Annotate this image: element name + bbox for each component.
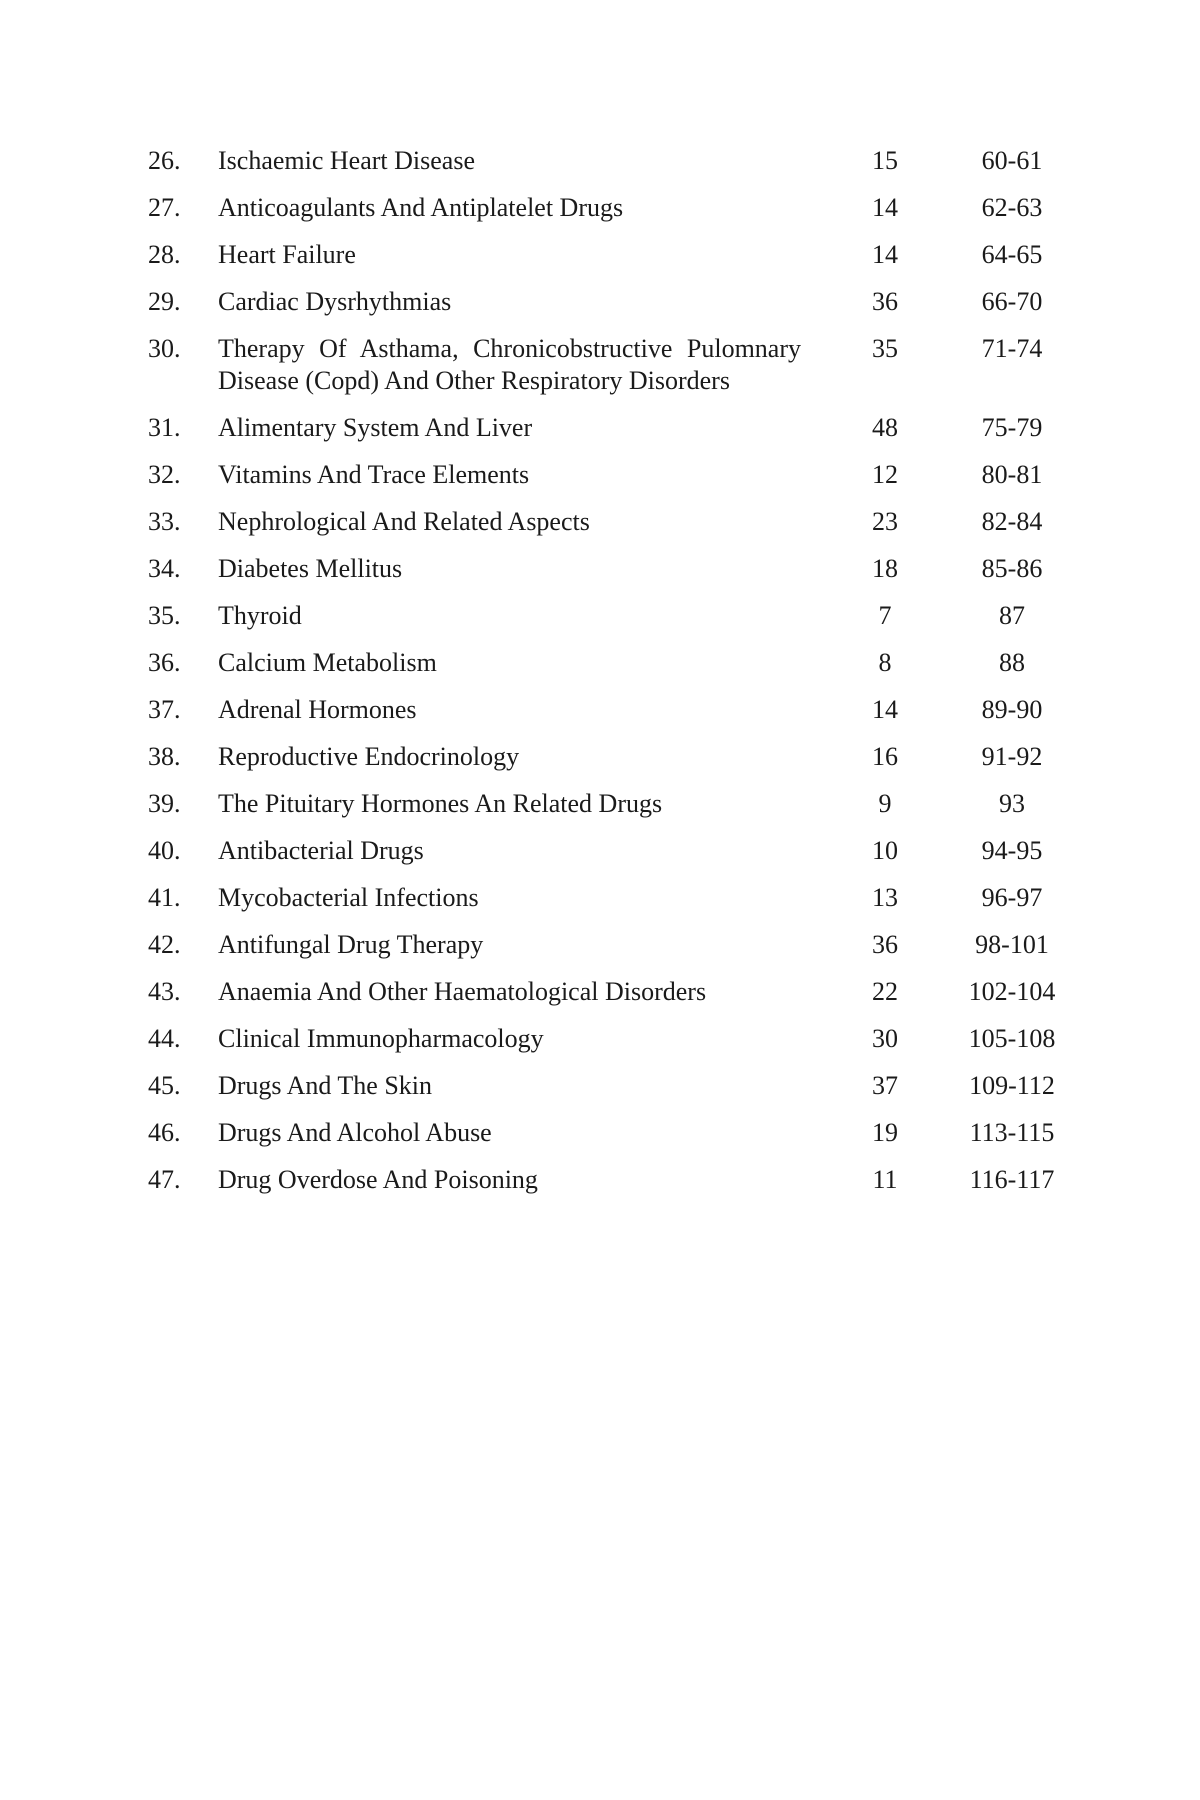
- toc-row: [148, 600, 1108, 632]
- chapter-number: 26.: [148, 146, 181, 175]
- toc-row: [148, 506, 1108, 538]
- chapter-pages: 93: [999, 789, 1025, 818]
- chapter-count: 10: [872, 836, 898, 865]
- chapter-number: 35.: [148, 601, 181, 630]
- chapter-count: 15: [872, 146, 898, 175]
- chapter-count: 14: [872, 695, 898, 724]
- chapter-pages: 64-65: [981, 240, 1043, 269]
- chapter-count: 12: [872, 460, 898, 489]
- table-of-contents: [148, 145, 1108, 1211]
- chapter-pages: 66-70: [981, 287, 1043, 316]
- chapter-count: 19: [872, 1118, 898, 1147]
- chapter-count: 14: [872, 240, 898, 269]
- toc-row: [148, 1023, 1108, 1055]
- chapter-title: Adrenal Hormones: [218, 695, 417, 724]
- chapter-count: 36: [872, 930, 898, 959]
- chapter-pages: 85-86: [981, 554, 1043, 583]
- chapter-number: 38.: [148, 742, 181, 771]
- chapter-pages: 82-84: [981, 507, 1043, 536]
- chapter-title: The Pituitary Hormones An Related Drugs: [218, 789, 663, 818]
- toc-row: [148, 192, 1108, 224]
- chapter-number: 44.: [148, 1024, 181, 1053]
- chapter-count: 23: [872, 507, 898, 536]
- chapter-number: 43.: [148, 977, 181, 1006]
- chapter-title: Diabetes Mellitus: [218, 554, 403, 583]
- chapter-number: 32.: [148, 460, 181, 489]
- chapter-number: 41.: [148, 883, 181, 912]
- toc-row: [148, 333, 1108, 397]
- chapter-number: 36.: [148, 648, 181, 677]
- chapter-number: 47.: [148, 1165, 181, 1194]
- chapter-count: 11: [872, 1165, 898, 1194]
- chapter-title: Antibacterial Drugs: [218, 836, 424, 865]
- chapter-pages: 96-97: [981, 883, 1043, 912]
- chapter-title: Thyroid: [218, 601, 302, 630]
- chapter-pages: 60-61: [981, 146, 1043, 175]
- chapter-count: 7: [878, 601, 892, 630]
- chapter-title: Reproductive Endocrinology: [218, 742, 520, 771]
- chapter-count: 30: [872, 1024, 898, 1053]
- toc-row: [148, 835, 1108, 867]
- chapter-title: Alimentary System And Liver: [218, 413, 533, 442]
- chapter-title: Anaemia And Other Haematological Disorders: [218, 977, 707, 1006]
- chapter-number: 40.: [148, 836, 181, 865]
- chapter-count: 14: [872, 193, 898, 222]
- chapter-count: 16: [872, 742, 898, 771]
- chapter-pages: 113-115: [969, 1118, 1055, 1147]
- chapter-number: 46.: [148, 1118, 181, 1147]
- chapter-title: Anticoagulants And Antiplatelet Drugs: [218, 193, 624, 222]
- chapter-number: 37.: [148, 695, 181, 724]
- chapter-count: 13: [872, 883, 898, 912]
- chapter-number: 28.: [148, 240, 181, 269]
- chapter-count: 8: [878, 648, 892, 677]
- toc-row: [148, 788, 1108, 820]
- toc-row: [148, 1164, 1108, 1196]
- toc-row: [148, 553, 1108, 585]
- toc-row: [148, 694, 1108, 726]
- chapter-number: 45.: [148, 1071, 181, 1100]
- toc-row: [148, 145, 1108, 177]
- chapter-title: Therapy Of Asthama, Chronicobstructive Pulomnary Disease (Copd) And Other Respiratory Disorders: [218, 334, 801, 395]
- chapter-pages: 71-74: [981, 334, 1043, 363]
- chapter-count: 9: [878, 789, 892, 818]
- chapter-pages: 88: [999, 648, 1025, 677]
- chapter-pages: 116-117: [969, 1165, 1055, 1194]
- chapter-pages: 109-112: [969, 1071, 1055, 1100]
- chapter-pages: 89-90: [981, 695, 1043, 724]
- chapter-title: Nephrological And Related Aspects: [218, 507, 590, 536]
- chapter-title: Drugs And The Skin: [218, 1071, 433, 1100]
- chapter-number: 30.: [148, 334, 181, 363]
- chapter-pages: 102-104: [968, 977, 1056, 1006]
- chapter-number: 29.: [148, 287, 181, 316]
- chapter-title: Heart Failure: [218, 240, 356, 269]
- chapter-number: 39.: [148, 789, 181, 818]
- chapter-title: Drugs And Alcohol Abuse: [218, 1118, 492, 1147]
- chapter-count: 37: [872, 1071, 898, 1100]
- chapter-number: 42.: [148, 930, 181, 959]
- chapter-title: Clinical Immunopharmacology: [218, 1024, 544, 1053]
- chapter-title: Cardiac Dysrhythmias: [218, 287, 452, 316]
- chapter-pages: 62-63: [981, 193, 1043, 222]
- chapter-title: Vitamins And Trace Elements: [218, 460, 530, 489]
- toc-row: [148, 741, 1108, 773]
- chapter-pages: 75-79: [981, 413, 1043, 442]
- chapter-title: Ischaemic Heart Disease: [218, 146, 475, 175]
- toc-row: [148, 647, 1108, 679]
- chapter-count: 48: [872, 413, 898, 442]
- chapter-number: 27.: [148, 193, 181, 222]
- chapter-number: 31.: [148, 413, 181, 442]
- chapter-title: Drug Overdose And Poisoning: [218, 1165, 538, 1194]
- toc-row: [148, 1070, 1108, 1102]
- toc-row: [148, 239, 1108, 271]
- toc-row: [148, 459, 1108, 491]
- chapter-pages: 105-108: [968, 1024, 1056, 1053]
- chapter-pages: 91-92: [981, 742, 1043, 771]
- chapter-number: 33.: [148, 507, 181, 536]
- chapter-pages: 80-81: [981, 460, 1043, 489]
- chapter-pages: 87: [999, 601, 1025, 630]
- chapter-count: 36: [872, 287, 898, 316]
- toc-row: [148, 286, 1108, 318]
- chapter-pages: 94-95: [981, 836, 1043, 865]
- chapter-title: Antifungal Drug Therapy: [218, 930, 484, 959]
- chapter-pages: 98-101: [975, 930, 1049, 959]
- chapter-title: Mycobacterial Infections: [218, 883, 479, 912]
- chapter-number: 34.: [148, 554, 181, 583]
- toc-row: [148, 1117, 1108, 1149]
- chapter-count: 35: [872, 334, 898, 363]
- toc-row: [148, 412, 1108, 444]
- toc-row: [148, 882, 1108, 914]
- toc-row: [148, 976, 1108, 1008]
- chapter-count: 18: [872, 554, 898, 583]
- chapter-title: Calcium Metabolism: [218, 648, 437, 677]
- toc-row: [148, 929, 1108, 961]
- chapter-count: 22: [872, 977, 898, 1006]
